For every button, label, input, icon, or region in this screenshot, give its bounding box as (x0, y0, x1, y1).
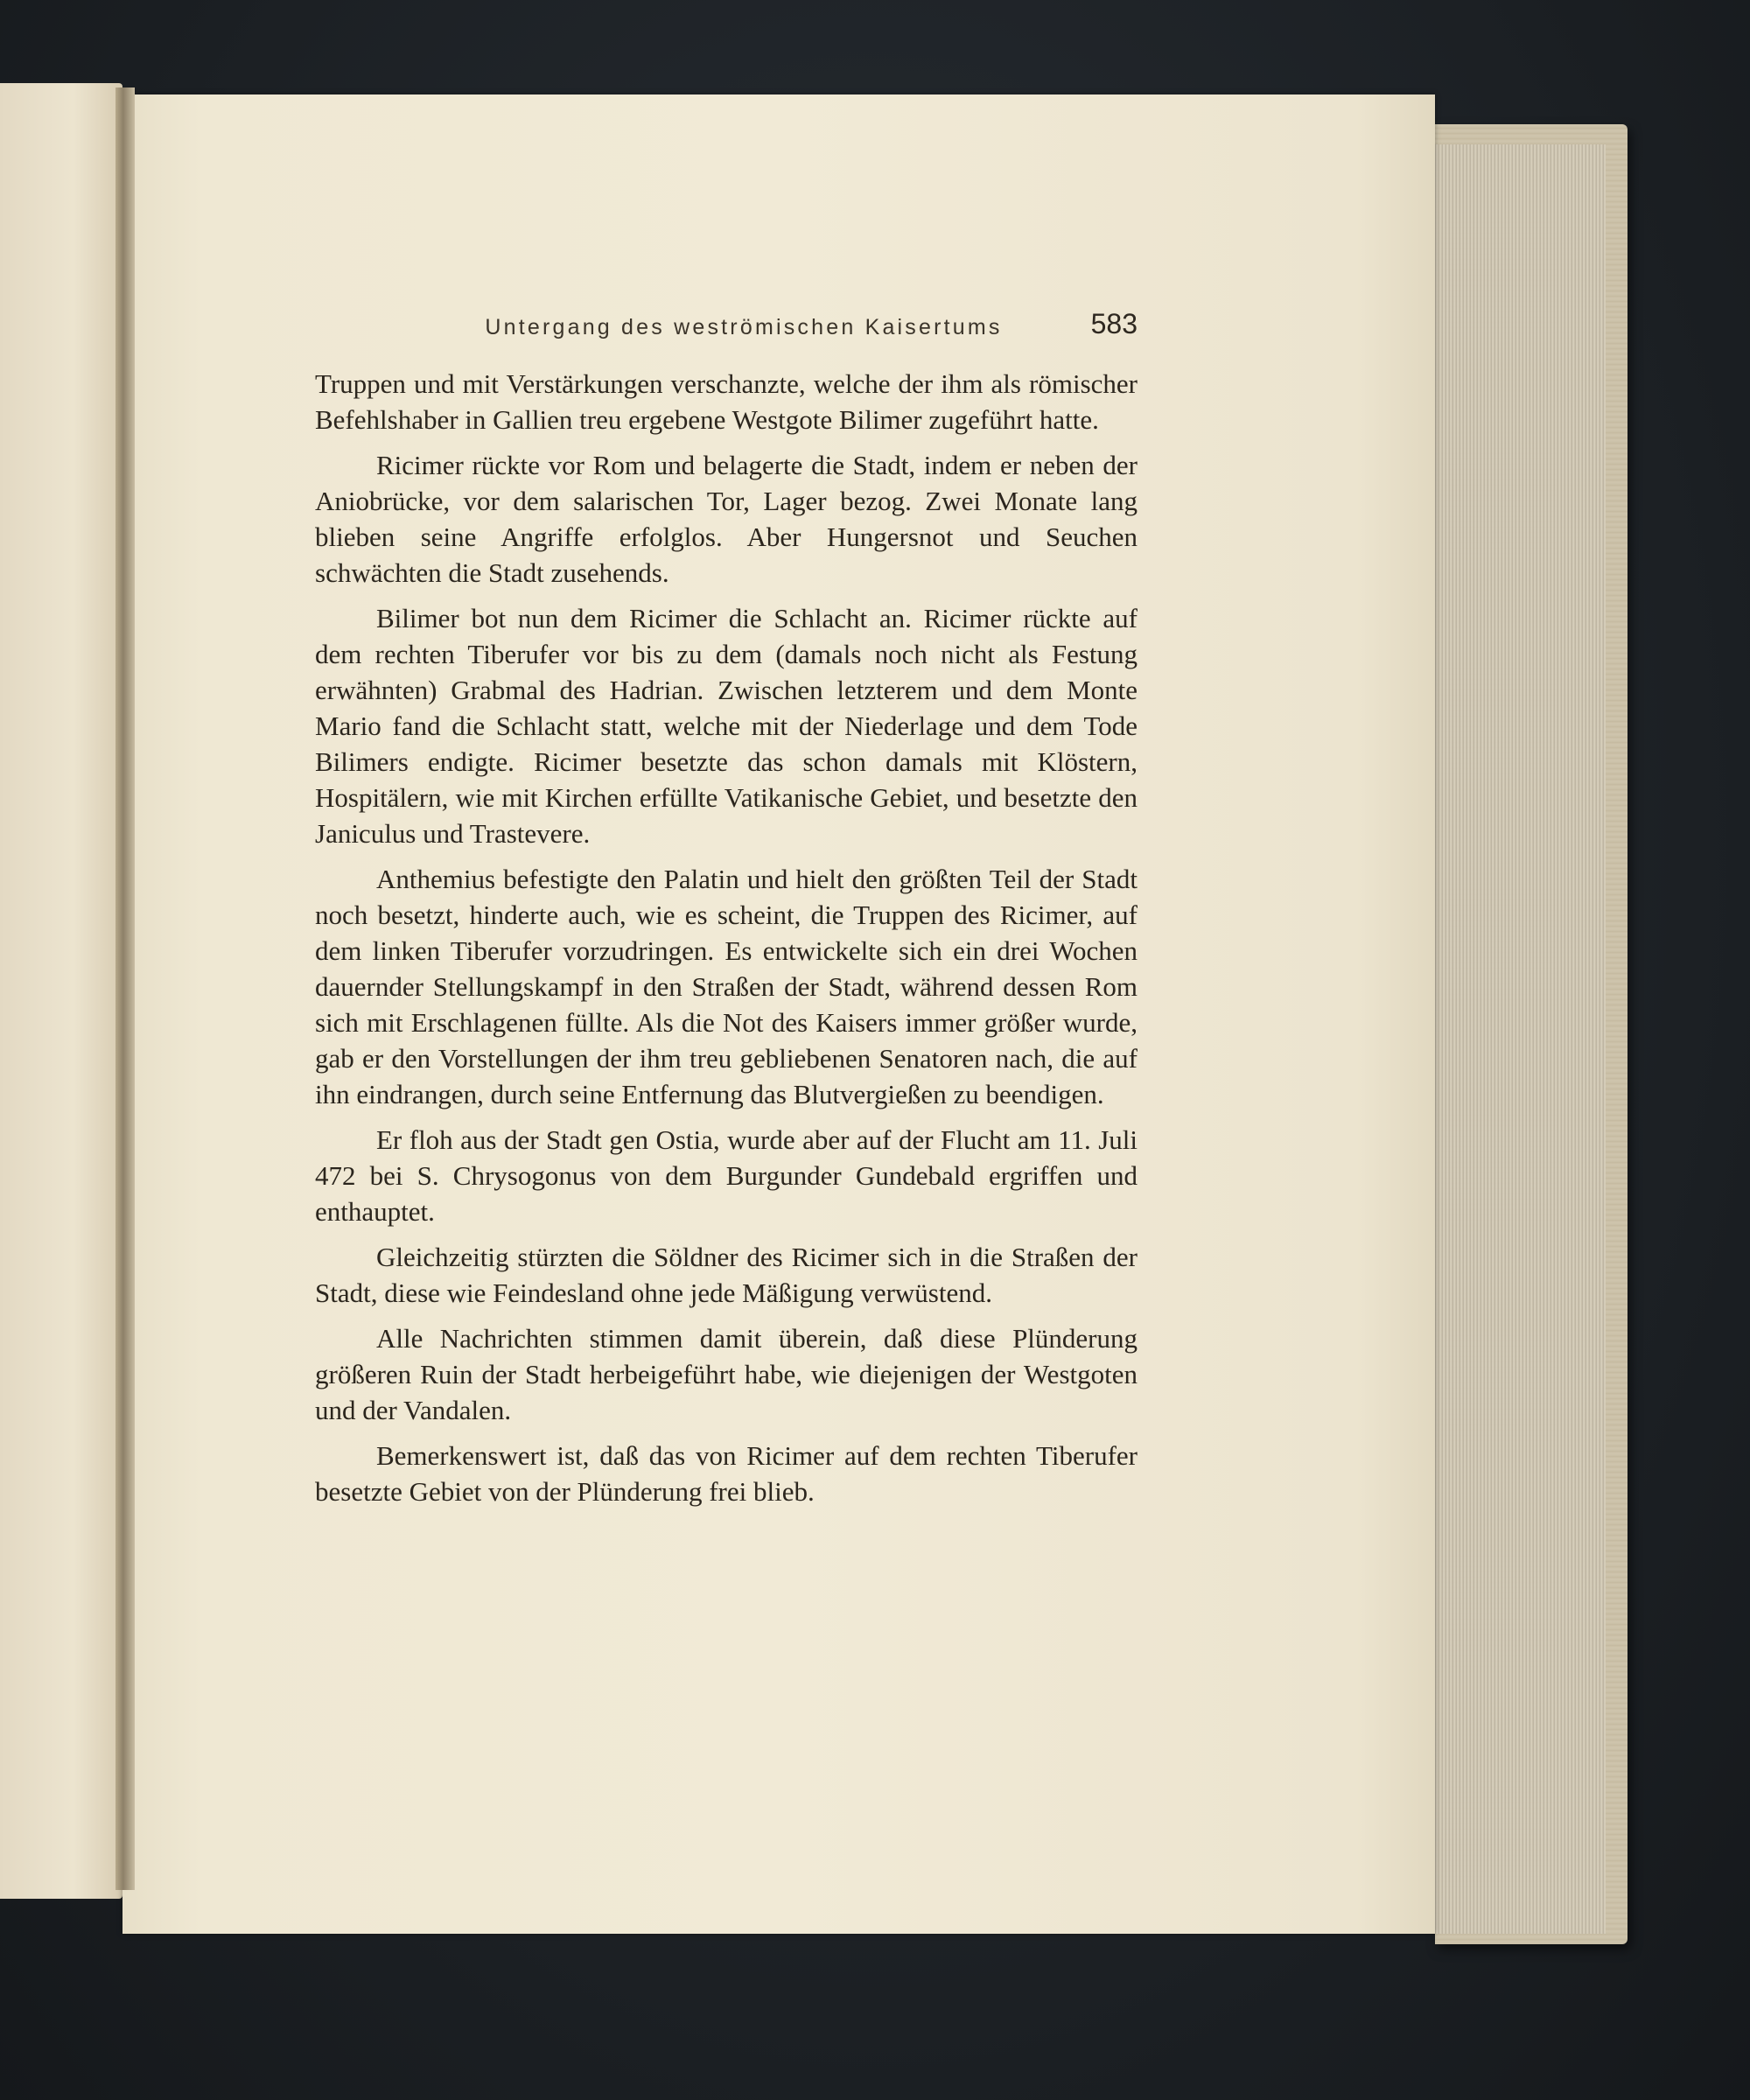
paragraph: Bilimer bot nun dem Ricimer die Schlacht an. Ricimer rückte auf dem rechten Tiberufer vor bis zu dem (damals noch nicht als Festung erwähnten) Grabmal des Hadrian. Zwischen letzterem und dem Monte Mario fand die Schlacht statt, welche mit der Niederlage und dem Tode Bilimers endigte. Ricimer besetzte das schon damals mit Klöstern, Hospitälern, wie mit Kirchen erfüllte Vatikanische Gebiet, und besetzte den Janiculus und Trastevere. (315, 603, 1138, 849)
page-block-edges (1435, 144, 1606, 1934)
running-head (315, 308, 1138, 352)
paragraph: Truppen und mit Verstärkungen verschanzte, welche der ihm als römischer Befehlshaber in Gallien treu ergebene Westgote Bilimer zugeführt hatte. (315, 368, 1138, 435)
paragraph: Bemerkenswert ist, daß das von Ricimer auf dem rechten Tiberufer besetzte Gebiet von der Plünderung frei blieb. (315, 1440, 1138, 1507)
paragraph: Er floh aus der Stadt gen Ostia, wurde aber auf der Flucht am 11. Juli 472 bei S. Chrysogonus von dem Burgunder Gundebald ergriffen und enthauptet. (315, 1124, 1138, 1227)
paragraph: Anthemius befestigte den Palatin und hielt den größten Teil der Stadt noch besetzt, hinderte auch, wie es scheint, die Truppen des Ricimer, auf dem linken Tiberufer vorzudringen. Es entwickelte sich ein drei Wochen dauernder Stellungskampf in den Straßen der Stadt, während dessen Rom sich mit Erschlagenen füllte. Als die Not des Kaisers immer größer wurde, gab er den Vorstellungen der ihm treu gebliebenen Senatoren nach, die auf ihn eindrangen, durch seine Entfernung das Blutvergießen zu beendigen. (315, 864, 1138, 1110)
running-head-title: Untergang des weströmischen Kaisertums (485, 315, 1003, 340)
book-page (122, 94, 1435, 1934)
book-gutter (116, 88, 135, 1890)
paragraph: Gleichzeitig stürzten die Söldner des Ricimer sich in die Straßen der Stadt, diese wie Feindesland ohne jede Mäßigung verwüstend. (315, 1242, 1138, 1308)
page-number: 583 (1090, 308, 1138, 340)
left-page-edge (0, 83, 122, 1899)
paragraph: Alle Nachrichten stimmen damit überein, daß diese Plünderung größeren Ruin der Stadt herbeigeführt habe, wie diejenigen der Westgoten und der Vandalen. (315, 1323, 1138, 1425)
paragraph: Ricimer rückte vor Rom und belagerte die Stadt, indem er neben der Aniobrücke, vor dem salarischen Tor, Lager bezog. Zwei Monate lang blieben seine Angriffe erfolglos. Aber Hungersnot und Seuchen schwächten die Stadt zusehends. (315, 450, 1138, 588)
body-text (315, 366, 1138, 1519)
